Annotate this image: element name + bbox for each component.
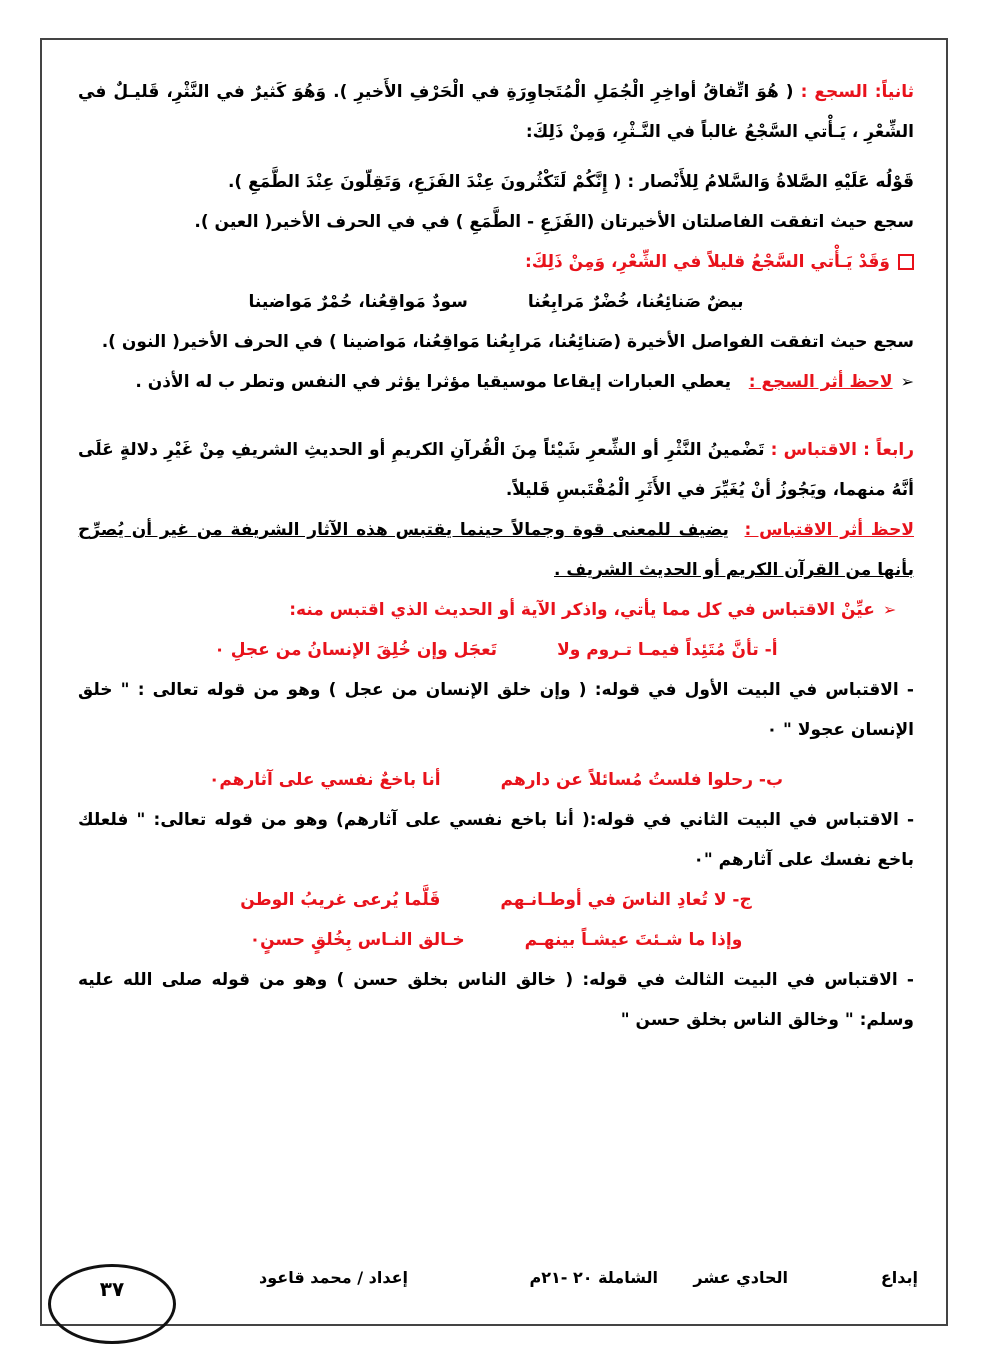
page-footer (48, 1264, 938, 1344)
verse-c-line-1 (78, 880, 914, 920)
footer-ibdaa: إبداع (880, 1268, 918, 1287)
iqtibas-effect-label: لاحظ أثر الاقتباس : (744, 520, 915, 540)
iqtibas-heading: رابعاً : الاقتباس : (770, 440, 914, 460)
page-content (78, 72, 914, 1040)
exercise-instruction: عيِّنْ الاقتباس في كل مما يأتي، واذكر الآية أو الحديث الذي اقتبس منه: (289, 600, 875, 620)
verse-a-second-hemistich: تَعجَل وإن خُلِقَ الإنسانُ من عجلِ ٠ (214, 640, 498, 660)
poetry-heading: وَقَدْ يَـأْتي السَّجْعُ قليلاً في الشِّعْرِ، وَمِنْ ذَلِكَ: (525, 252, 890, 272)
saj-verse-second-hemistich: سودٌ مَواقِعُنا، حُمْرٌ مَواضينا (248, 292, 468, 312)
arrow-bullet-icon: ➢ (882, 600, 897, 619)
saj-effect-label: لاحظ أثر السجع : (748, 372, 893, 392)
iqtibas-effect-text: يضيف للمعنى قوة وجمالاً حينما يقتبس هذه الآثار الشريفة من غير أن يُصرِّح بأنها من القرآن الكريم أو الحديث الشريف . (78, 520, 914, 580)
iqtibas-definition-paragraph (78, 430, 914, 510)
verse-b-first-hemistich: ب- رحلوا فلستُ مُسائلاً عن دارهم (500, 770, 784, 790)
saj-definition: ( هُوَ اتِّفاقُ أواخِرِ الْجُمَلِ الْمُتَجاوِرَةِ في الْحَرْفِ الأَخيرِ ). وَهُوَ كَثيرٌ في النَّثْرِ، قَليـلٌ في الشِّعْرِ ، يَـأْتي السَّجْعُ غالباً في النَّـثْرِ، وَمِنْ ذَلِكَ: (78, 82, 914, 142)
footer-author: إعداد / محمد قاعود (259, 1268, 408, 1287)
page-number: ٣٧ (99, 1277, 125, 1301)
checkbox-bullet-icon (898, 254, 914, 270)
footer-book: الشاملة ٢٠ -٢١م (529, 1268, 658, 1287)
verse-c2-first-hemistich: وإذا ما شـئتَ عيشـاً بينهـم (524, 930, 743, 950)
verse-c2-second-hemistich: خـالق النـاس بِخُلقٍ حسنٍ٠ (249, 930, 465, 950)
iqtibas-definition: تَضْمينُ النَّثْرِ أو الشِّعرِ شَيْئاً مِنَ الْقُرآنِ الكريمِ أو الحديثِ الشريفِ مِنْ غَيْرِ دلالةٍ عَلَى أنَّهُ منهما، ويَجُوزُ أنْ يُغَيِّرَ في الأَثَرِ الْمُقْتَبسِ قَليلاً. (78, 440, 914, 500)
hadith-text: ( إِنَّكُمْ لَتَكْثُرونَ عِنْدَ الفَزَعِ، وَتَقِلّونَ عِنْدَ الطَّمَعِ ). (227, 172, 622, 192)
hadith-line (78, 162, 914, 202)
verse-b-second-hemistich: أنا باخعٌ نفسي على آثارهم٠ (208, 770, 441, 790)
verse-b (78, 760, 914, 800)
saj-heading: ثانياً: السجع : (800, 82, 914, 102)
saj-effect-text: يعطي العبارات إيقاعا موسيقيا مؤثرا يؤثر في النفس وتطر ب له الأذن . (135, 372, 731, 392)
footer-grade: الحادي عشر (693, 1268, 788, 1287)
saj-definition-paragraph (78, 72, 914, 152)
verse-a (78, 630, 914, 670)
answer-b: - الاقتباس في البيت الثاني في قوله:( أنا باخع نفسي على آثارهم) وهو من قوله تعالى: " فلعلك باخع نفسك على آثارهم "٠ (78, 810, 914, 870)
saj-explanation-2: سجع حيث اتفقت الفواصل الأخيرة (صَنائِعُنا، مَرابِعُنا مَواقِعُنا، مَواضينا ) في الحرف الأخير( النون ). (101, 332, 914, 352)
saj-verse-first-hemistich: بيضٌ صَنائِعُنا، خُضْرٌ مَرابِعُنا (527, 292, 744, 312)
saj-effect-line (78, 362, 914, 402)
answer-c: - الاقتباس في البيت الثالث في قوله: ( خالق الناس بخلق حسن ) وهو من قوله صلى الله عليه وسلم: " وخالق الناس بخلق حسن " (78, 970, 914, 1030)
exercise-line (78, 590, 914, 630)
saj-verse (78, 282, 914, 322)
verse-a-first-hemistich: أ- تأنَّ مُتَئِداً فيمـا تـروم ولا (557, 640, 778, 660)
arrow-bullet-icon: ➢ (900, 372, 914, 391)
hadith-intro: قَوْلُه عَلَيْهِ الصَّلاةُ وَالسَّلامُ لِلأَنْصار : (627, 172, 914, 192)
verse-c-line-2 (78, 920, 914, 960)
verse-c1-first-hemistich: ج- لا تُعادِ الناسَ في أوطـانـهم (500, 890, 752, 910)
answer-a: - الاقتباس في البيت الأول في قوله: ( وإن خلق الإنسان من عجل ) وهو من قوله تعالى : " خلق الإنسان عجولا " ٠ (78, 680, 914, 740)
iqtibas-effect-paragraph (78, 510, 914, 590)
page-number-oval (48, 1264, 176, 1344)
saj-explanation-1: سجع حيث اتفقت الفاصلتان الأخيرتان (الفَزَعِ - الطَّمَعِ ) في في الحرف الأخير( العين ). (194, 212, 914, 232)
verse-c1-second-hemistich: قَلَّما يُرعى غريبُ الوطن (240, 890, 441, 910)
poetry-heading-line (78, 242, 914, 282)
